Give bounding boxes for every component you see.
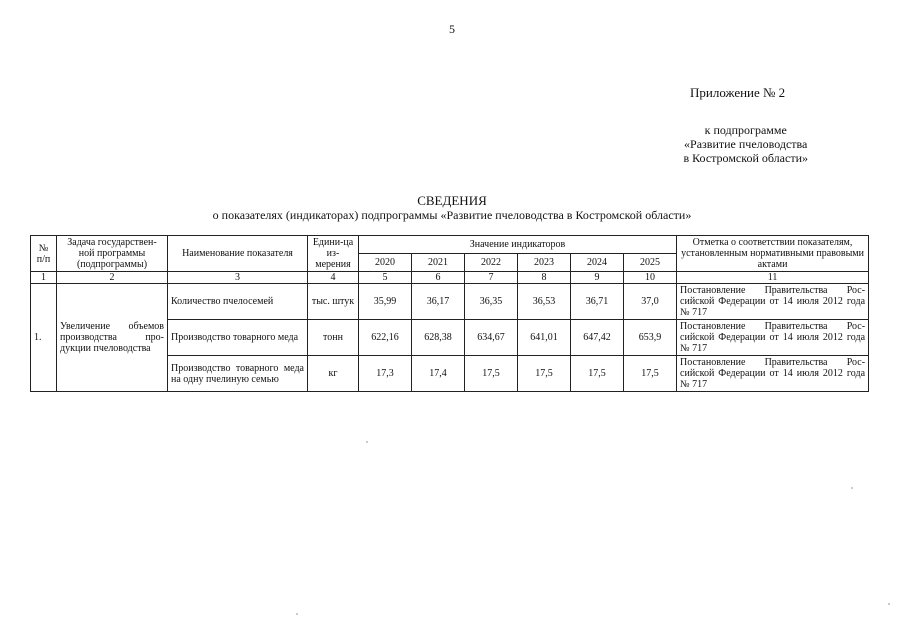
column-number: 5: [359, 272, 412, 284]
table-row: [31, 284, 869, 320]
header-num: № п/п: [31, 236, 57, 272]
indicator-value: 36,71: [571, 284, 624, 320]
appendix-subtitle-line: к подпрограмме: [704, 123, 787, 137]
header-year: 2024: [571, 254, 624, 272]
document-title: СВЕДЕНИЯ: [417, 193, 487, 208]
indicator-value: 634,67: [465, 320, 518, 356]
indicator-value: 641,01: [518, 320, 571, 356]
scan-speck: [851, 487, 853, 489]
header-task: Задача государствен-ной программы (подпрограммы): [57, 236, 168, 272]
page-number: 5: [449, 22, 455, 36]
column-number: 11: [677, 272, 869, 284]
indicator-value: 17,5: [518, 356, 571, 392]
indicator-value: 647,42: [571, 320, 624, 356]
indicator-value: 36,53: [518, 284, 571, 320]
indicator-value: 36,17: [412, 284, 465, 320]
appendix-subtitle-line: в Костромской области»: [683, 151, 808, 165]
header-year: 2021: [412, 254, 465, 272]
column-numbers-row: [31, 272, 869, 284]
column-number: 9: [571, 272, 624, 284]
indicator-value: 17,5: [465, 356, 518, 392]
column-number: 6: [412, 272, 465, 284]
scan-speck: [296, 613, 298, 615]
indicator-value: 37,0: [624, 284, 677, 320]
document-subtitle: о показателях (индикаторах) подпрограммы «Развитие пчеловодства в Костромской области»: [212, 208, 692, 222]
scan-speck: [366, 441, 368, 443]
column-number: 10: [624, 272, 677, 284]
compliance-note: Постановление Правительства Рос-сийской Федерации от 14 июля 2012 года № 717: [677, 284, 869, 320]
header-values-group: Значение индикаторов: [359, 236, 677, 254]
column-number: 1: [31, 272, 57, 284]
indicator-value: 17,4: [412, 356, 465, 392]
task-number: 1.: [31, 284, 57, 392]
indicators-table: [30, 235, 869, 392]
indicator-unit: кг: [308, 356, 359, 392]
appendix-subtitle-block: [683, 123, 808, 165]
header-unit: Едини-ца из-мерения: [308, 236, 359, 272]
indicator-value: 622,16: [359, 320, 412, 356]
indicator-name: Производство товарного меда на одну пчелиную семью: [168, 356, 308, 392]
header-year: 2025: [624, 254, 677, 272]
indicator-value: 36,35: [465, 284, 518, 320]
header-year: 2020: [359, 254, 412, 272]
appendix-label: Приложение № 2: [690, 85, 786, 100]
compliance-note: Постановление Правительства Рос-сийской Федерации от 14 июля 2012 года № 717: [677, 356, 869, 392]
header-compliance-note: Отметка о соответствии показателям, установленным нормативными правовыми актами: [677, 236, 869, 272]
indicator-unit: тонн: [308, 320, 359, 356]
column-number: 4: [308, 272, 359, 284]
column-number: 3: [168, 272, 308, 284]
indicator-value: 35,99: [359, 284, 412, 320]
indicator-value: 628,38: [412, 320, 465, 356]
column-number: 8: [518, 272, 571, 284]
column-number: 7: [465, 272, 518, 284]
indicator-name: Производство товарного меда: [168, 320, 308, 356]
indicator-unit: тыс. штук: [308, 284, 359, 320]
scan-speck: [888, 603, 890, 605]
indicator-name: Количество пчелосемей: [168, 284, 308, 320]
header-year: 2023: [518, 254, 571, 272]
column-number: 2: [57, 272, 168, 284]
header-indicator-name: Наименование показателя: [168, 236, 308, 272]
indicator-value: 653,9: [624, 320, 677, 356]
task-text: Увеличение объемов производства про-дукции пчеловодства: [57, 284, 168, 392]
compliance-note: Постановление Правительства Рос-сийской Федерации от 14 июля 2012 года № 717: [677, 320, 869, 356]
indicator-value: 17,5: [624, 356, 677, 392]
indicator-value: 17,5: [571, 356, 624, 392]
indicator-value: 17,3: [359, 356, 412, 392]
header-year: 2022: [465, 254, 518, 272]
appendix-subtitle-line: «Развитие пчеловодства: [684, 137, 808, 151]
